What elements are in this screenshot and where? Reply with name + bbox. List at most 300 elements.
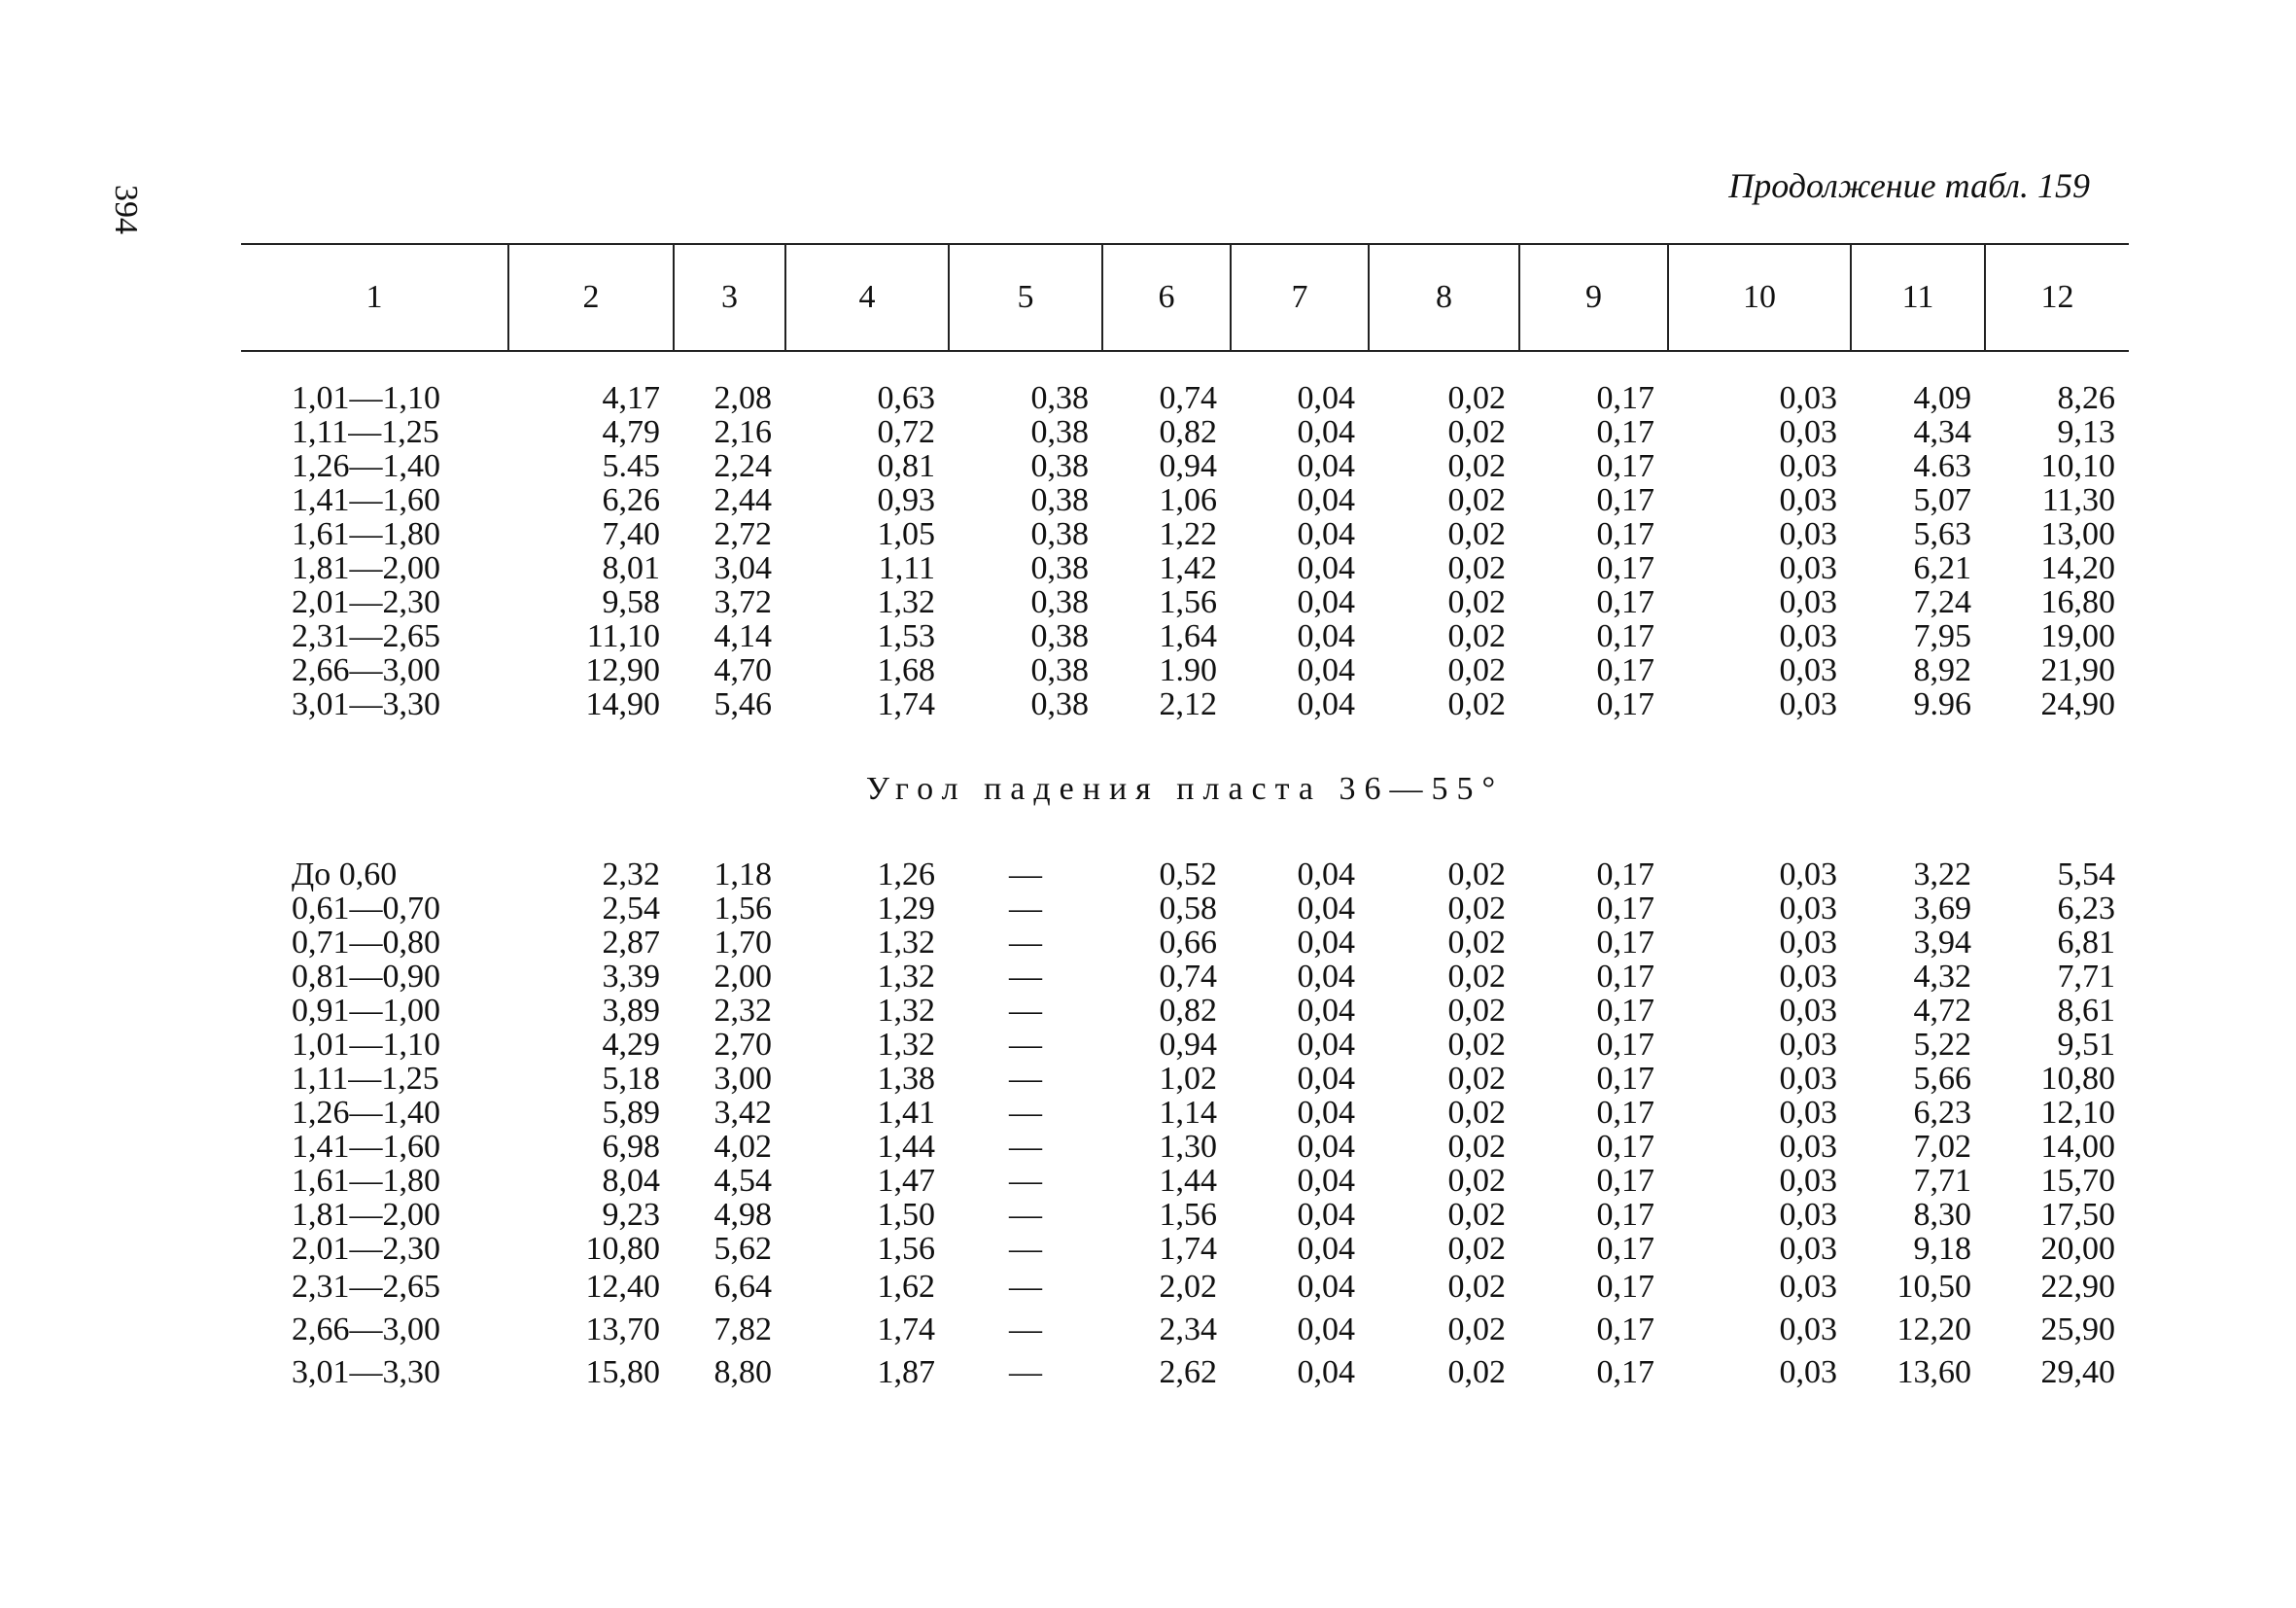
table-cell: 1,42 — [1159, 550, 1217, 586]
table-row — [241, 687, 2129, 721]
table-cell: 2,12 — [1159, 686, 1217, 722]
table-cell: 4,34 — [1913, 414, 1971, 450]
table-cell: 4,70 — [713, 652, 772, 688]
table-cell: 3,00 — [713, 1061, 772, 1097]
table-cell: 0,17 — [1596, 891, 1654, 926]
table-cell: 0,02 — [1447, 380, 1506, 416]
table-cell: 0,82 — [1159, 414, 1217, 450]
table-row — [241, 857, 2129, 891]
table-row — [241, 994, 2129, 1028]
table-cell: 7,95 — [1913, 618, 1971, 654]
table-row — [241, 1130, 2129, 1164]
page-number: 394 — [108, 185, 144, 234]
table-cell: 0,38 — [1030, 448, 1089, 484]
table-cell: 0,04 — [1297, 1027, 1355, 1063]
table-cell: 0,04 — [1297, 959, 1355, 995]
section-title-row — [241, 721, 2129, 857]
row-label-cell: 1,81—2,00 — [292, 1197, 440, 1233]
table-cell: 4,29 — [602, 1027, 660, 1063]
table-cell: — — [1009, 1231, 1042, 1267]
table-cell: 0,03 — [1779, 993, 1837, 1029]
table-cell: 9,23 — [602, 1197, 660, 1233]
table-cell: 6,81 — [2057, 925, 2115, 961]
table-cell: — — [1009, 1197, 1042, 1233]
table-cell: 0,02 — [1447, 1163, 1506, 1199]
table-row — [241, 483, 2129, 517]
table-cell: 22,90 — [2040, 1269, 2115, 1305]
table-cell: 4.63 — [1913, 448, 1971, 484]
table-cell: 0,17 — [1596, 1269, 1654, 1305]
table-cell: 0,17 — [1596, 1197, 1654, 1233]
table-cell: 3,69 — [1913, 891, 1971, 926]
row-label-cell: 0,91—1,00 — [292, 993, 440, 1029]
table-cell: 0,03 — [1779, 584, 1837, 620]
table-cell: 5,18 — [602, 1061, 660, 1097]
table-cell: 0,17 — [1596, 856, 1654, 892]
row-label-cell: 1,41—1,60 — [292, 1129, 440, 1165]
table-cell: 19,00 — [2040, 618, 2115, 654]
table-cell: 15,70 — [2040, 1163, 2115, 1199]
table-cell: 0,03 — [1779, 686, 1837, 722]
table-cell: 0,82 — [1159, 993, 1217, 1029]
row-label-cell: 1,11—1,25 — [292, 414, 439, 450]
table-cell: 0,17 — [1596, 448, 1654, 484]
table-cell: 0,02 — [1447, 993, 1506, 1029]
table-cell: 0,17 — [1596, 959, 1654, 995]
table-continuation-title: Продолжение табл. 159 — [1728, 166, 2090, 205]
table-cell: — — [1009, 1061, 1042, 1097]
table-cell: 0,02 — [1447, 856, 1506, 892]
table-cell: 0,38 — [1030, 652, 1089, 688]
table-cell: 7,24 — [1913, 584, 1971, 620]
table-cell: 5,66 — [1913, 1061, 1971, 1097]
table-cell: 0,03 — [1779, 1163, 1837, 1199]
table-cell: 3,22 — [1913, 856, 1971, 892]
table-cell: 0,02 — [1447, 959, 1506, 995]
table-cell: 14,00 — [2040, 1129, 2115, 1165]
table-cell: — — [1009, 1129, 1042, 1165]
table-cell: 5,54 — [2057, 856, 2115, 892]
row-label-cell: 1,26—1,40 — [292, 1095, 440, 1131]
table-cell: 0,17 — [1596, 584, 1654, 620]
table-row — [241, 1309, 2129, 1351]
table-cell: 1,30 — [1159, 1129, 1217, 1165]
column-header: 3 — [674, 244, 785, 351]
table-cell: — — [1009, 925, 1042, 961]
table-cell: 0,04 — [1297, 1163, 1355, 1199]
table-cell: 3,94 — [1913, 925, 1971, 961]
row-label-cell: 0,81—0,90 — [292, 959, 440, 995]
table-cell: 0,04 — [1297, 380, 1355, 416]
table-cell: 0,03 — [1779, 618, 1837, 654]
table-cell: 20,00 — [2040, 1231, 2115, 1267]
table-cell: 1,87 — [877, 1354, 935, 1390]
table-cell: 12,20 — [1896, 1311, 1971, 1347]
table-cell: 2,44 — [713, 482, 772, 518]
table-cell: — — [1009, 1354, 1042, 1390]
table-cell: 0,38 — [1030, 550, 1089, 586]
row-label-cell: 2,01—2,30 — [292, 584, 440, 620]
table-cell: 0,03 — [1779, 856, 1837, 892]
table-cell: 0,17 — [1596, 1027, 1654, 1063]
table-cell: 0,17 — [1596, 414, 1654, 450]
table-cell: 0,04 — [1297, 550, 1355, 586]
table-cell: 0,63 — [877, 380, 935, 416]
column-header: 1 — [241, 244, 508, 351]
table-cell: 1,62 — [877, 1269, 935, 1305]
table-cell: 11,30 — [2041, 482, 2115, 518]
table-cell: 1,14 — [1159, 1095, 1217, 1131]
row-label-cell: 3,01—3,30 — [292, 686, 440, 722]
table-cell: — — [1009, 1095, 1042, 1131]
table-cell: 0,02 — [1447, 1231, 1506, 1267]
table-cell: 1,47 — [877, 1163, 935, 1199]
table-cell: 5,62 — [713, 1231, 772, 1267]
table-cell: 0,03 — [1779, 1129, 1837, 1165]
table-cell: 0,17 — [1596, 482, 1654, 518]
table-cell: 1,56 — [1159, 584, 1217, 620]
table-cell: 3,39 — [602, 959, 660, 995]
table-row — [241, 653, 2129, 687]
table-cell: 13,60 — [1896, 1354, 1971, 1390]
table-cell: 1,06 — [1159, 482, 1217, 518]
table-cell: 0,04 — [1297, 618, 1355, 654]
table-cell: 0,17 — [1596, 1311, 1654, 1347]
table-cell: 0,38 — [1030, 686, 1089, 722]
table-cell: 12,90 — [585, 652, 660, 688]
table-cell: 1,32 — [877, 584, 935, 620]
table-row — [241, 449, 2129, 483]
table-cell: 0,17 — [1596, 1061, 1654, 1097]
table-cell: 0,03 — [1779, 1061, 1837, 1097]
row-label-cell: 1,61—1,80 — [292, 516, 440, 552]
table-cell: 2,00 — [713, 959, 772, 995]
table-cell: 8,61 — [2057, 993, 2115, 1029]
table-cell: 0,02 — [1447, 652, 1506, 688]
table-cell: 0,81 — [877, 448, 935, 484]
table-cell: 0,38 — [1030, 516, 1089, 552]
table-cell: 0,52 — [1159, 856, 1217, 892]
table-cell: 0,17 — [1596, 1231, 1654, 1267]
table-cell: 0,58 — [1159, 891, 1217, 926]
row-label-cell: 2,01—2,30 — [292, 1231, 440, 1267]
table-cell: — — [1009, 856, 1042, 892]
table-cell: 0,02 — [1447, 516, 1506, 552]
table-cell: 6,21 — [1913, 550, 1971, 586]
table-cell: — — [1009, 891, 1042, 926]
table-cell: 0,38 — [1030, 618, 1089, 654]
table-row — [241, 1096, 2129, 1130]
table-cell: 8,04 — [602, 1163, 660, 1199]
table-cell: 10,10 — [2040, 448, 2115, 484]
table-cell: 0,02 — [1447, 1129, 1506, 1165]
table-row — [241, 551, 2129, 585]
table-cell: 24,90 — [2040, 686, 2115, 722]
table-cell: 0,03 — [1779, 1231, 1837, 1267]
table-cell: 1,74 — [877, 686, 935, 722]
table-cell: 0,03 — [1779, 1027, 1837, 1063]
table-header-row — [241, 244, 2129, 351]
table-cell: 0,02 — [1447, 618, 1506, 654]
table-cell: 0,03 — [1779, 959, 1837, 995]
table-cell: 2,87 — [602, 925, 660, 961]
table-cell: 6,98 — [602, 1129, 660, 1165]
table-cell: 6,64 — [713, 1269, 772, 1305]
row-label-cell: 1,61—1,80 — [292, 1163, 440, 1199]
table-cell: 4,02 — [713, 1129, 772, 1165]
table-cell: 3,04 — [713, 550, 772, 586]
table-cell: 9,58 — [602, 584, 660, 620]
table-cell: 0,04 — [1297, 482, 1355, 518]
table-cell: 0,04 — [1297, 1269, 1355, 1305]
table-cell: 12,10 — [2040, 1095, 2115, 1131]
table-cell: 13,00 — [2040, 516, 2115, 552]
table-cell: 1,56 — [713, 891, 772, 926]
table-cell: 1.90 — [1159, 652, 1217, 688]
table-cell: 0,17 — [1596, 1354, 1654, 1390]
table-cell: 21,90 — [2040, 652, 2115, 688]
table-cell: 29,40 — [2040, 1354, 2115, 1390]
table-cell: 2,08 — [713, 380, 772, 416]
table-cell: 4,32 — [1913, 959, 1971, 995]
table-cell: 7,71 — [1913, 1163, 1971, 1199]
table-row — [241, 351, 2129, 415]
table-cell: 1,05 — [877, 516, 935, 552]
table-cell: 0,04 — [1297, 686, 1355, 722]
table-cell: 1,53 — [877, 618, 935, 654]
row-label-cell: 1,11—1,25 — [292, 1061, 439, 1097]
table-cell: 1,44 — [877, 1129, 935, 1165]
column-header: 10 — [1668, 244, 1851, 351]
row-label-cell: До 0,60 — [292, 856, 398, 892]
row-label-cell: 3,01—3,30 — [292, 1354, 440, 1390]
table-cell: 12,40 — [585, 1269, 660, 1305]
table-cell: 11,10 — [586, 618, 660, 654]
table-cell: 5.45 — [602, 448, 660, 484]
row-label-cell: 2,66—3,00 — [292, 652, 440, 688]
table-cell: 0,17 — [1596, 1129, 1654, 1165]
table-cell: 0,17 — [1596, 686, 1654, 722]
table-row — [241, 1062, 2129, 1096]
table-row — [241, 585, 2129, 619]
table-cell: 2,02 — [1159, 1269, 1217, 1305]
table-cell: 0,03 — [1779, 516, 1837, 552]
table-cell: 0,03 — [1779, 1197, 1837, 1233]
table-cell: 9.96 — [1913, 686, 1971, 722]
table-row — [241, 1198, 2129, 1232]
table-cell: 17,50 — [2040, 1197, 2115, 1233]
table-cell: 0,04 — [1297, 584, 1355, 620]
table-cell: 0,17 — [1596, 652, 1654, 688]
column-header: 9 — [1519, 244, 1668, 351]
table-cell: 0,38 — [1030, 380, 1089, 416]
table-cell: 0,03 — [1779, 380, 1837, 416]
table-cell: 1,74 — [1159, 1231, 1217, 1267]
table-row — [241, 891, 2129, 926]
table-cell: 1,11 — [878, 550, 935, 586]
table-cell: 0,17 — [1596, 1095, 1654, 1131]
table-cell: 0,03 — [1779, 652, 1837, 688]
table-cell: 0,17 — [1596, 993, 1654, 1029]
column-header: 5 — [949, 244, 1102, 351]
table-cell: — — [1009, 1269, 1042, 1305]
table-cell: 0,04 — [1297, 414, 1355, 450]
table-cell: 0,04 — [1297, 1231, 1355, 1267]
table-cell: 5,63 — [1913, 516, 1971, 552]
table-cell: 8,80 — [713, 1354, 772, 1390]
table-cell: 1,32 — [877, 1027, 935, 1063]
table-cell: 2,34 — [1159, 1311, 1217, 1347]
table-cell: 8,92 — [1913, 652, 1971, 688]
table-cell: 0,02 — [1447, 686, 1506, 722]
table-cell: 0,02 — [1447, 1061, 1506, 1097]
data-table-container — [241, 243, 2129, 1394]
table-cell: 1,41 — [877, 1095, 935, 1131]
table-cell: 0,02 — [1447, 1197, 1506, 1233]
table-cell: 0,02 — [1447, 1269, 1506, 1305]
table-cell: 0,02 — [1447, 584, 1506, 620]
table-cell: 0,93 — [877, 482, 935, 518]
table-cell: 0,02 — [1447, 1354, 1506, 1390]
table-cell: 0,94 — [1159, 1027, 1217, 1063]
table-cell: 0,38 — [1030, 584, 1089, 620]
column-header: 6 — [1102, 244, 1231, 351]
table-cell: 0,72 — [877, 414, 935, 450]
table-cell: 1,32 — [877, 993, 935, 1029]
table-cell: 0,04 — [1297, 856, 1355, 892]
column-header: 8 — [1369, 244, 1519, 351]
table-cell: 2,16 — [713, 414, 772, 450]
table-cell: 0,03 — [1779, 891, 1837, 926]
table-cell: 10,80 — [2040, 1061, 2115, 1097]
table-cell: 2,32 — [713, 993, 772, 1029]
table-cell: 5,46 — [713, 686, 772, 722]
table-cell: 4,98 — [713, 1197, 772, 1233]
row-label-cell: 2,66—3,00 — [292, 1311, 440, 1347]
table-cell: 0,04 — [1297, 1129, 1355, 1165]
table-cell: 4,09 — [1913, 380, 1971, 416]
table-cell: 0,04 — [1297, 652, 1355, 688]
table-cell: 2,54 — [602, 891, 660, 926]
table-cell: 0,17 — [1596, 618, 1654, 654]
column-header: 11 — [1851, 244, 1985, 351]
table-cell: — — [1009, 993, 1042, 1029]
table-cell: 0,02 — [1447, 1095, 1506, 1131]
table-cell: 7,71 — [2057, 959, 2115, 995]
table-cell: 0,03 — [1779, 1354, 1837, 1390]
table-cell: 0,04 — [1297, 1061, 1355, 1097]
table-cell: 10,80 — [585, 1231, 660, 1267]
table-cell: 1,18 — [713, 856, 772, 892]
table-cell: 0,03 — [1779, 550, 1837, 586]
row-label-cell: 1,41—1,60 — [292, 482, 440, 518]
table-body — [241, 351, 2129, 1394]
table-row — [241, 517, 2129, 551]
table-cell: 0,17 — [1596, 550, 1654, 586]
row-label-cell: 1,01—1,10 — [292, 1027, 440, 1063]
table-cell: 0,04 — [1297, 925, 1355, 961]
table-cell: 0,17 — [1596, 925, 1654, 961]
table-cell: 9,51 — [2057, 1027, 2115, 1063]
table-cell: 0,03 — [1779, 1311, 1837, 1347]
table-cell: 1,29 — [877, 891, 935, 926]
table-cell: 25,90 — [2040, 1311, 2115, 1347]
table-cell: 8,30 — [1913, 1197, 1971, 1233]
table-cell: 1,74 — [877, 1311, 935, 1347]
table-row — [241, 1028, 2129, 1062]
table-row — [241, 619, 2129, 653]
table-cell: 10,50 — [1896, 1269, 1971, 1305]
table-cell: 6,23 — [2057, 891, 2115, 926]
table-row — [241, 1164, 2129, 1198]
table-cell: 0,04 — [1297, 1197, 1355, 1233]
table-cell: 0,03 — [1779, 1095, 1837, 1131]
table-cell: 1,56 — [877, 1231, 935, 1267]
table-cell: 0,04 — [1297, 891, 1355, 926]
table-cell: 0,74 — [1159, 380, 1217, 416]
table-row — [241, 1266, 2129, 1309]
table-cell: 0,38 — [1030, 414, 1089, 450]
table-cell: 1,32 — [877, 959, 935, 995]
table-cell: 4,54 — [713, 1163, 772, 1199]
table-cell: 2,70 — [713, 1027, 772, 1063]
table-cell: 15,80 — [585, 1354, 660, 1390]
table-cell: 0,02 — [1447, 1311, 1506, 1347]
table-cell: 1,68 — [877, 652, 935, 688]
table-cell: 5,22 — [1913, 1027, 1971, 1063]
table-cell: 6,23 — [1913, 1095, 1971, 1131]
table-cell: 0,02 — [1447, 891, 1506, 926]
table-cell: — — [1009, 1027, 1042, 1063]
table-cell: 0,03 — [1779, 925, 1837, 961]
table-row — [241, 1351, 2129, 1394]
table-cell: 1,02 — [1159, 1061, 1217, 1097]
table-row — [241, 926, 2129, 960]
table-cell: — — [1009, 1163, 1042, 1199]
table-cell: 1,64 — [1159, 618, 1217, 654]
table-cell: 0,66 — [1159, 925, 1217, 961]
table-cell: 0,02 — [1447, 1027, 1506, 1063]
table-cell: 4,79 — [602, 414, 660, 450]
row-label-cell: 1,81—2,00 — [292, 550, 440, 586]
table-cell: 0,02 — [1447, 925, 1506, 961]
table-cell: 3,89 — [602, 993, 660, 1029]
column-header: 7 — [1231, 244, 1369, 351]
table-cell: 0,03 — [1779, 414, 1837, 450]
table-cell: 0,74 — [1159, 959, 1217, 995]
table-cell: 13,70 — [585, 1311, 660, 1347]
table-cell: 1,32 — [877, 925, 935, 961]
column-header: 2 — [508, 244, 674, 351]
table-cell: 5,89 — [602, 1095, 660, 1131]
row-label-cell: 0,61—0,70 — [292, 891, 440, 926]
row-label-cell: 1,01—1,10 — [292, 380, 440, 416]
table-cell: 9,18 — [1913, 1231, 1971, 1267]
table-cell: 1,50 — [877, 1197, 935, 1233]
row-label-cell: 2,31—2,65 — [292, 618, 440, 654]
table-cell: 0,04 — [1297, 516, 1355, 552]
table-cell: 8,01 — [602, 550, 660, 586]
table-cell: 16,80 — [2040, 584, 2115, 620]
table-cell: 0,04 — [1297, 1311, 1355, 1347]
table-cell: — — [1009, 959, 1042, 995]
table-cell: 0,17 — [1596, 1163, 1654, 1199]
table-cell: 0,02 — [1447, 550, 1506, 586]
column-header: 12 — [1985, 244, 2129, 351]
table-cell: 4,72 — [1913, 993, 1971, 1029]
table-cell: 2,72 — [713, 516, 772, 552]
table-cell: 0,04 — [1297, 993, 1355, 1029]
